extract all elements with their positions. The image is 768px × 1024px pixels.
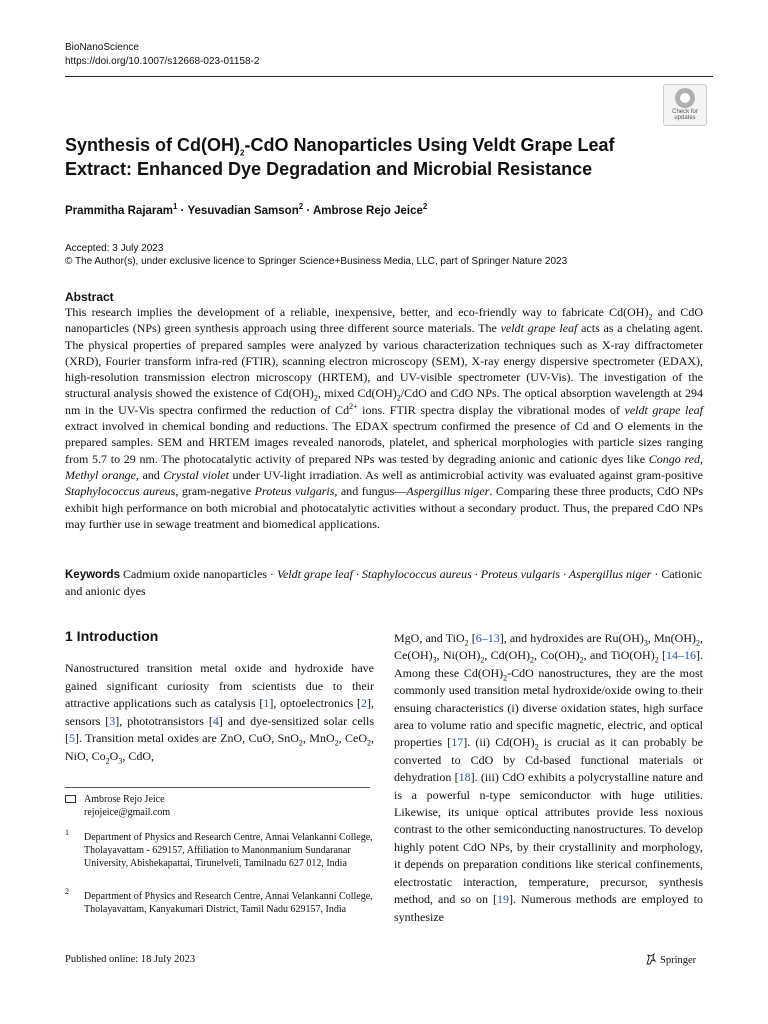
intro-column-right: MgO, and TiO$_2$ [6–13], and hydroxides are $Ru(OH)_3$, $Mn(OH)_2$, $Ce(OH)_3$, $Ni(OH)_2$, $Cd(OH)_2$, $Co(OH)_2$, and $TiO(OH)_2$ [14–16]. Among these $Cd(OH)_2$-CdO nanostructures, they are the most commonly used transition metal hydroxide/oxide owing to their ensuing characteristics (i) diverse oxidation states, high surface area to volume ratio and specific magnetic, electric, and optical properties [17]. (ii) $Cd(OH)_2$ is crucial as it can probably be converted to CdO by Cd-based functional materials or dehydration [18]. (iii) CdO exhibits a polycrystalline nature and is a powerful n-type semiconductor with huge utilities. Likewise, its unique optical attributes provide less noxious contrast to the other semiconducting nanostructures. To develop highly potent CdO NPs, by their crystallinity and morphology, it depends on preparation conditions like sterical confinements, electrostatic interaction, temperature, precursor, synthesis method, and so on [19]. Numerous methods are employed to synthesize [394,631,704,924]
citation-link[interactable]: 14–16 [666,648,697,663]
affiliation-number: 1 [65,828,69,837]
citation-link[interactable]: 4 [212,713,219,728]
citation-link[interactable]: 2 [360,696,367,710]
affiliation-1: Department of Physics and Research Centre, Annai Velankanni College, Tholayavattam - 629157, Affiliation to Manonmanium Sundaranar University, Abishekapattai, Tirunelveli, Tamilnadu 627 012, India [84,832,373,869]
author-list: Prammitha Rajaram$^1$ · Yesuvadian Samson$^2$ · Ambrose Rejo Jeice$^2$ [65,202,428,217]
citation-link[interactable]: 17 [451,735,464,750]
keywords: Keywords Cadmium oxide nanoparticles · Veldt grape leaf · Staphylococcus aureus · Proteus vulgaris · Aspergillus niger · Cationic and anionic dyes [65,567,702,599]
abstract-heading: Abstract [65,290,114,304]
keywords-heading: Keywords [65,569,120,581]
publisher-logo [645,953,696,966]
corresponding-author-name: Ambrose Rejo Jeice [84,794,165,805]
accepted-date: Accepted: 3 July 2023 [65,243,164,254]
springer-horse-icon [645,953,657,965]
corresponding-author-email[interactable]: rejojeice@gmail.com [84,807,171,818]
citation-link[interactable]: 1 [263,696,270,710]
abstract-text: This research implies the development of a reliable, inexpensive, better, and eco-friendly way to fabricate $Cd(OH)_2$ and CdO nanoparticles (NPs) green synthesis approach using three different source materials. The veldt grape leaf acts as a chelating agent. The physical properties of prepared samples were analyzed by various characterization techniques such as X-ray diffractometer (XRD), Fourier transform infra-red (FTIR), scanning electron microscopy (SEM), X-ray energy dispersive spectrometer (EDAX), high-resolution transmission electron microscopy (HRTEM), and UV-visible spectrometer (UV-Vis). The investigation of the structural analysis showed the existence of $Cd(OH)_2$, mixed $Cd(OH)_2$/CdO and CdO NPs. The optical absorption wavelength at 294 nm in the UV-Vis spectra confirmed the reduction of $Cd^{2+}$ ions. FTIR spectra display the vibrational modes of veldt grape leaf extract involved in chemical bonding and reductions. The EDAX spectrum confirmed the presence of Cd and O elements in the prepared samples. SEM and HRTEM images revealed nanorods, platelet, and spherical morphologies with particle sizes ranging from 5.7 to 29 nm. The photocatalytic activity of prepared NPs was tested by degrading anionic and cationic dyes like Congo red, Methyl orange, and Crystal violet under UV-light irradiation. As well as antimicrobial activity was evaluated against gram-positive Staphylococcus aureus, gram-negative Proteus vulgaris, and fungus—Aspergillus niger. Comparing these three products, CdO NPs exhibit high performance on both microbial and photocatalytic activities without a secondary product. Thus, the prepared CdO NPs may further use in sewage treatment and biomedical applications. [65,305,704,531]
citation-link[interactable]: 19 [497,892,510,907]
author: Ambrose Rejo Jeice [312,205,423,217]
section-heading-introduction: 1 Introduction [65,628,159,644]
publisher-name: Springer [660,955,697,966]
badge-line1: Check for [672,109,698,115]
journal-name: BioNanoScience [65,42,139,53]
citation-link[interactable]: 3 [109,713,116,728]
paper-title: Synthesis of $Cd(OH)_2$-CdO Nanoparticles Using Veldt Grape Leaf Extract: Enhanced Dye Degradation and Microbial Resistance [65,135,615,179]
author: Prammitha Rajaram [65,205,174,217]
envelope-icon [65,795,76,803]
header-rule [65,76,713,77]
intro-column-left: Nanostructured transition metal oxide and hydroxide have gained significant curiosity from scientists due to their attractive applications such as catalysis [1], optoelectronics [2], sensors [3], phototransistors [4] and dye-sensitized solar cells [5]. Transition metal oxides are ZnO, CuO, SnO$_2$, MnO$_2$, CeO$_2$, NiO, $Co_2O_3$, CdO, [65,661,375,765]
published-date: Published online: 18 July 2023 [65,954,196,965]
author: Yesuvadian Samson [187,205,299,217]
copyright-notice: © The Author(s), under exclusive licence to Springer Science+Business Media, LLC, part of Springer Nature 2023 [65,256,568,267]
doi-link[interactable]: https://doi.org/10.1007/s12668-023-01158-2 [65,56,260,67]
update-check-icon [675,88,695,108]
footnote-rule [65,787,370,788]
badge-line2: updates [674,115,696,121]
citation-link[interactable]: 6–13 [475,631,500,645]
citation-link[interactable]: 5 [69,731,75,745]
citation-link[interactable]: 18 [458,770,471,785]
affiliation-number: 2 [65,887,69,896]
affiliation-2: Department of Physics and Research Centre, Annai Velankanni College, Tholayavattam, Kanyakumari District, Tamil Nadu 629157, India [84,891,373,915]
check-for-updates-badge[interactable] [663,84,707,126]
